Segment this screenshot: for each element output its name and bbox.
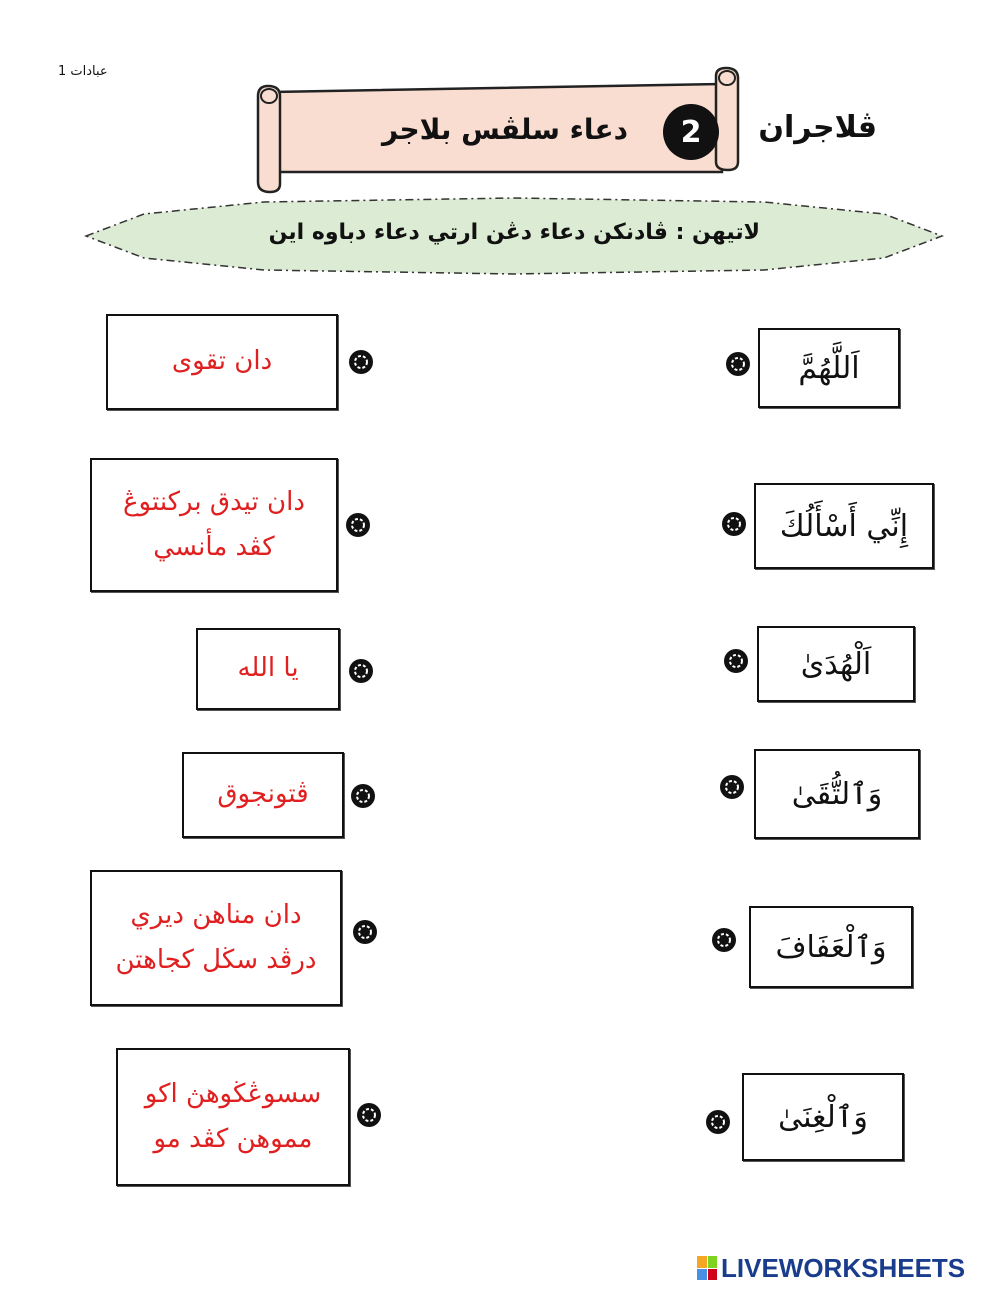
meaning-line2: كڤد مأنسي — [153, 532, 275, 562]
match-dot-right-3[interactable] — [347, 657, 375, 685]
doa-box-1[interactable] — [758, 328, 900, 408]
match-dot-right-1[interactable] — [347, 348, 375, 376]
doa-box-5[interactable] — [749, 906, 913, 988]
doa-text: وَٱلْعَفَافَ — [775, 929, 887, 965]
match-dot-left-6[interactable] — [704, 1108, 732, 1136]
corner-label: عبادات 1 — [58, 64, 108, 79]
footer-logo — [697, 1253, 965, 1283]
meaning-line1: يا الله — [237, 653, 299, 684]
doa-text: وَٱلتُّقَىٰ — [791, 776, 883, 812]
match-dot-right-5[interactable] — [351, 918, 379, 946]
match-dot-right-2[interactable] — [344, 511, 372, 539]
meaning-line1: دان مناهن ديري — [130, 899, 302, 930]
doa-text: اَلْهُدَىٰ — [800, 646, 872, 682]
instruction-text: لاتيهن : ڤادنكن دعاء دڠن ارتي دعاء دباوه اين — [268, 220, 760, 245]
meaning-box-2[interactable] — [90, 458, 338, 592]
meaning-line2: درڤد سڬل كجاهتن — [115, 945, 317, 975]
match-dot-left-3[interactable] — [722, 647, 750, 675]
doa-text: اَللَّهُمَّ — [798, 350, 860, 386]
doa-box-2[interactable] — [754, 483, 934, 569]
meaning-line2: مموهن كڤد مو — [153, 1124, 313, 1154]
match-dot-left-1[interactable] — [724, 350, 752, 378]
meaning-box-5[interactable] — [90, 870, 342, 1006]
meaning-box-3[interactable] — [196, 628, 340, 710]
match-dot-left-5[interactable] — [710, 926, 738, 954]
lesson-number-badge: 2 — [663, 104, 719, 160]
match-dot-right-4[interactable] — [349, 782, 377, 810]
match-dot-left-4[interactable] — [718, 773, 746, 801]
doa-box-4[interactable] — [754, 749, 920, 839]
doa-text: وَٱلْغِنَىٰ — [778, 1099, 868, 1135]
subject-title: ڤلاجران — [758, 110, 877, 145]
match-dot-left-2[interactable] — [720, 510, 748, 538]
meaning-line1: دان تقوى — [171, 346, 273, 377]
doa-box-3[interactable] — [757, 626, 915, 702]
brand-logo-icon — [697, 1256, 717, 1280]
doa-text: إِنِّي أَسْأَلُكَ — [779, 508, 909, 544]
meaning-box-4[interactable] — [182, 752, 344, 838]
meaning-box-1[interactable] — [106, 314, 338, 410]
doa-box-6[interactable] — [742, 1073, 904, 1161]
lesson-title: دعاء سلڤس بلاجر — [382, 113, 628, 146]
meaning-line1: سسوڠڬوهڽ اكو — [144, 1078, 322, 1109]
meaning-box-6[interactable] — [116, 1048, 350, 1186]
meaning-line1: دان تيدق بركنتوڠ — [123, 486, 305, 517]
brand-name: LIVEWORKSHEETS — [721, 1252, 966, 1283]
meaning-line1: ڤتونجوق — [217, 779, 309, 810]
match-dot-right-6[interactable] — [355, 1101, 383, 1129]
